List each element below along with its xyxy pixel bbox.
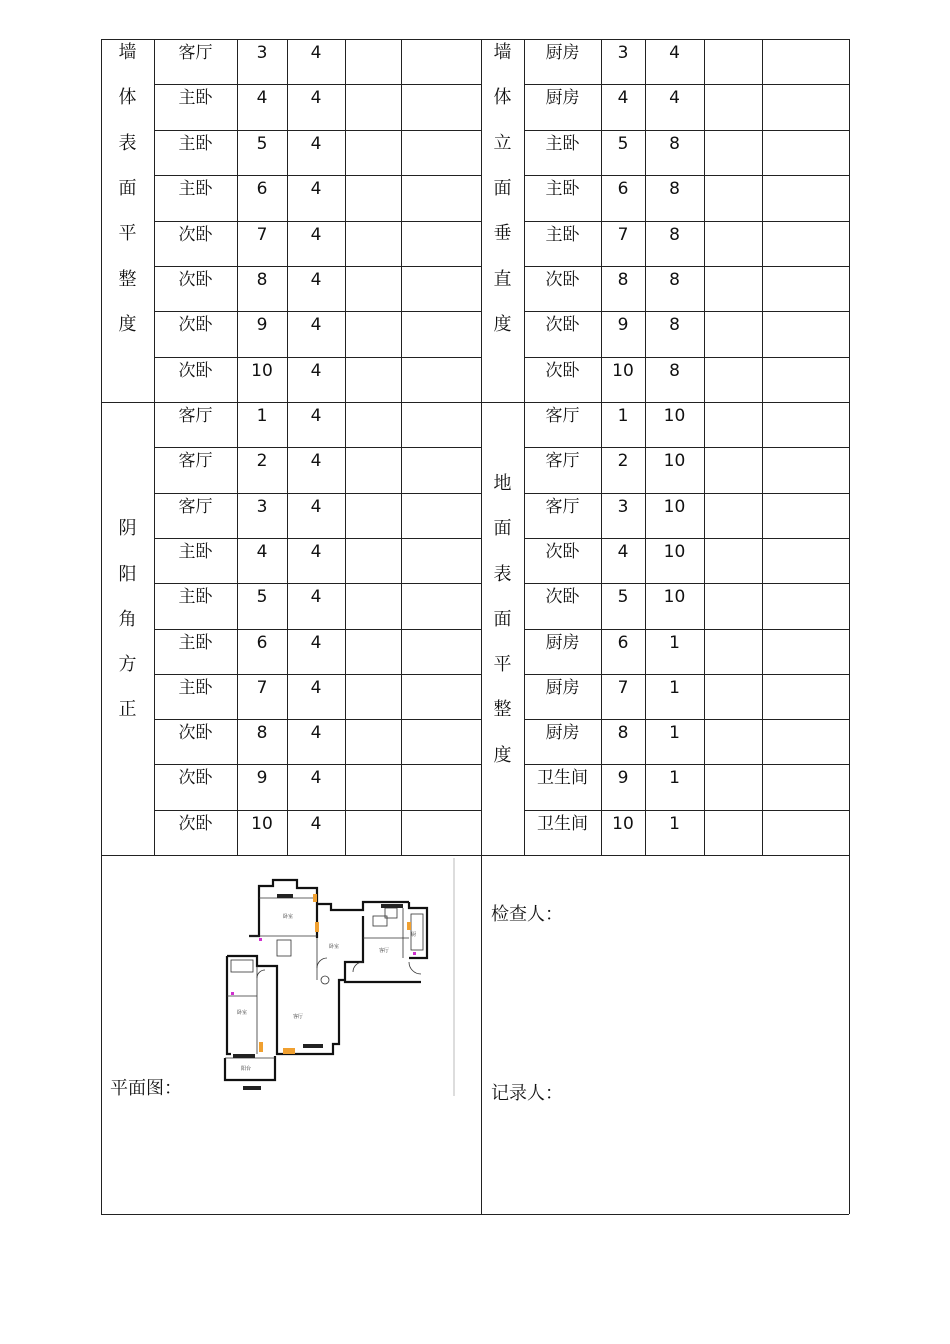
- row-line: [524, 311, 849, 312]
- table-border-right: [849, 39, 850, 1214]
- section-label-char: 体: [118, 87, 137, 109]
- room-cell: 厨房: [545, 723, 580, 744]
- room-cell: 次卧: [178, 269, 213, 290]
- section-label-char: 阳: [118, 563, 137, 585]
- point-number-cell: 9: [617, 315, 629, 336]
- block-divider: [101, 402, 849, 403]
- point-number-cell: 7: [256, 224, 268, 245]
- section-label-char: 墙: [118, 42, 137, 63]
- row-line: [154, 266, 481, 267]
- section-label-char: 面: [118, 177, 137, 199]
- point-number-cell: 3: [256, 496, 268, 517]
- room-cell: 客厅: [178, 451, 213, 472]
- measurement-cell: 4: [310, 43, 322, 63]
- measurement-cell: 10: [663, 541, 686, 562]
- measurement-cell: 4: [310, 451, 322, 472]
- section-label-char: 正: [118, 699, 137, 721]
- room-cell: 次卧: [545, 360, 580, 381]
- point-number-cell: 10: [251, 360, 273, 381]
- measurement-cell: 4: [669, 88, 680, 109]
- measurement-cell: 10: [663, 496, 686, 517]
- row-line: [524, 674, 849, 675]
- point-number-cell: 7: [617, 224, 629, 245]
- section-label-char: 直: [493, 268, 512, 290]
- measurement-cell: 8: [669, 269, 680, 290]
- point-number-cell: 6: [256, 632, 268, 653]
- measurement-cell: 4: [310, 541, 322, 562]
- floor-plan-image: [213, 858, 455, 1096]
- room-cell: 卫生间: [537, 768, 588, 789]
- room-cell: 客厅: [545, 451, 580, 472]
- row-line: [524, 629, 849, 630]
- room-cell: 厨房: [545, 632, 580, 653]
- room-cell: 厨房: [545, 677, 580, 698]
- point-number-cell: 5: [256, 587, 268, 608]
- room-cell: 厨房: [545, 43, 580, 63]
- section-label-char: 度: [118, 313, 137, 335]
- measurement-cell: 4: [310, 269, 322, 290]
- section-label-char: 体: [493, 87, 512, 109]
- point-number-cell: 6: [617, 632, 629, 653]
- svg-text:卧室: 卧室: [237, 1010, 248, 1016]
- section-label-char: 整: [118, 268, 137, 290]
- room-cell: 次卧: [178, 723, 213, 744]
- room-cell: 主卧: [178, 541, 213, 562]
- room-cell: 次卧: [545, 587, 580, 608]
- measurement-cell: 1: [669, 632, 680, 653]
- point-number-cell: 2: [617, 451, 629, 472]
- row-line: [524, 130, 849, 131]
- room-cell: 客厅: [545, 496, 580, 517]
- point-number-cell: 4: [617, 541, 629, 562]
- section-label-char: 方: [118, 654, 137, 676]
- measurement-cell: 8: [669, 224, 680, 245]
- measurement-cell: 8: [669, 315, 680, 336]
- floor-plan-label: 平面图：: [110, 1078, 182, 1099]
- row-line: [154, 493, 481, 494]
- room-cell: 主卧: [178, 587, 213, 608]
- row-line: [154, 719, 481, 720]
- table-border-left: [101, 39, 102, 1214]
- row-line: [154, 130, 481, 131]
- point-number-cell: 8: [256, 269, 268, 290]
- room-cell: 主卧: [545, 224, 580, 245]
- room-cell: 主卧: [545, 133, 580, 154]
- section-label-char: 阴: [118, 518, 137, 540]
- svg-text:卧室: 卧室: [283, 914, 294, 920]
- measurement-cell: 4: [669, 43, 680, 63]
- row-line: [524, 266, 849, 267]
- room-cell: 次卧: [178, 315, 213, 336]
- row-line: [524, 719, 849, 720]
- row-line: [154, 175, 481, 176]
- section-label-char: 面: [493, 177, 512, 199]
- room-cell: 次卧: [545, 315, 580, 336]
- point-number-cell: 3: [617, 43, 629, 63]
- row-line: [154, 311, 481, 312]
- svg-text:客厅: 客厅: [293, 1014, 304, 1020]
- inspector-label: 检查人：: [491, 904, 563, 925]
- point-number-cell: 7: [617, 677, 629, 698]
- row-line: [524, 538, 849, 539]
- row-line: [524, 447, 849, 448]
- measurement-cell: 1: [669, 813, 680, 834]
- measurement-cell: 4: [310, 587, 322, 608]
- measurement-cell: 1: [669, 723, 680, 744]
- row-line: [154, 357, 481, 358]
- room-cell: 主卧: [545, 179, 580, 200]
- measurement-cell: 10: [663, 451, 686, 472]
- point-number-cell: 10: [612, 360, 634, 381]
- measurement-cell: 4: [310, 315, 322, 336]
- row-line: [524, 764, 849, 765]
- room-cell: 次卧: [178, 768, 213, 789]
- table-border-bottom: [101, 1214, 849, 1215]
- point-number-cell: 7: [256, 677, 268, 698]
- room-cell: 次卧: [178, 224, 213, 245]
- svg-text:卧室: 卧室: [329, 944, 340, 950]
- point-number-cell: 1: [256, 406, 268, 426]
- measurement-cell: 4: [310, 496, 322, 517]
- row-line: [154, 674, 481, 675]
- row-line: [524, 175, 849, 176]
- row-line: [524, 221, 849, 222]
- measurement-cell: 1: [669, 677, 680, 698]
- row-line: [154, 447, 481, 448]
- measurement-cell: 4: [310, 813, 322, 834]
- row-line: [154, 583, 481, 584]
- room-cell: 客厅: [178, 43, 213, 63]
- room-cell: 次卧: [178, 813, 213, 834]
- point-number-cell: 9: [256, 768, 268, 789]
- row-line: [154, 84, 481, 85]
- section-label-char: 表: [493, 563, 512, 585]
- section-label-char: 墙: [493, 42, 512, 63]
- room-cell: 次卧: [178, 360, 213, 381]
- section-label-char: 面: [493, 608, 512, 630]
- point-number-cell: 9: [617, 768, 629, 789]
- point-number-cell: 5: [256, 133, 268, 154]
- point-number-cell: 6: [617, 179, 629, 200]
- point-number-cell: 1: [617, 406, 629, 426]
- room-cell: 次卧: [545, 541, 580, 562]
- svg-text:厨: 厨: [411, 932, 417, 938]
- measurement-cell: 10: [663, 406, 686, 426]
- row-line: [154, 538, 481, 539]
- point-number-cell: 10: [612, 813, 634, 834]
- room-cell: 客厅: [178, 496, 213, 517]
- table-center-divider: [481, 39, 482, 1214]
- table-border-top: [101, 39, 849, 40]
- point-number-cell: 8: [256, 723, 268, 744]
- point-number-cell: 2: [256, 451, 268, 472]
- row-line: [524, 583, 849, 584]
- room-cell: 主卧: [178, 632, 213, 653]
- point-number-cell: 8: [617, 723, 629, 744]
- measurement-cell: 1: [669, 768, 680, 789]
- section-label-char: 表: [118, 132, 137, 154]
- measurement-cell: 4: [310, 133, 322, 154]
- section-label-char: 平: [118, 223, 137, 245]
- measurement-cell: 4: [310, 179, 322, 200]
- measurement-cell: 8: [669, 133, 680, 154]
- measurement-cell: 4: [310, 768, 322, 789]
- svg-text:客厅: 客厅: [379, 948, 390, 954]
- section-label-char: 面: [493, 518, 512, 540]
- section-label-char: 角: [118, 608, 137, 630]
- section-label-char: 立: [493, 132, 512, 154]
- room-cell: 客厅: [545, 406, 580, 426]
- room-cell: 次卧: [545, 269, 580, 290]
- point-number-cell: 3: [256, 43, 268, 63]
- section-label-char: 地: [493, 472, 512, 494]
- measurement-cell: 4: [310, 88, 322, 109]
- room-cell: 厨房: [545, 88, 580, 109]
- measurement-cell: 4: [310, 632, 322, 653]
- section-label-char: 度: [493, 313, 512, 335]
- row-line: [524, 493, 849, 494]
- row-line: [524, 84, 849, 85]
- room-cell: 主卧: [178, 179, 213, 200]
- point-number-cell: 4: [617, 88, 629, 109]
- row-line: [154, 629, 481, 630]
- measurement-cell: 4: [310, 360, 322, 381]
- section-label-char: 整: [493, 699, 512, 721]
- row-line: [154, 221, 481, 222]
- recorder-label: 记录人：: [491, 1083, 563, 1104]
- section-label-char: 平: [493, 654, 512, 676]
- point-number-cell: 4: [256, 88, 268, 109]
- footer-divider: [101, 855, 849, 856]
- room-cell: 卫生间: [537, 813, 588, 834]
- room-cell: 主卧: [178, 677, 213, 698]
- room-cell: 主卧: [178, 88, 213, 109]
- point-number-cell: 9: [256, 315, 268, 336]
- measurement-cell: 8: [669, 360, 680, 381]
- section-label-char: 垂: [493, 223, 512, 245]
- measurement-cell: 4: [310, 406, 322, 426]
- point-number-cell: 4: [256, 541, 268, 562]
- measurement-cell: 4: [310, 224, 322, 245]
- section-label-char: 度: [493, 744, 512, 766]
- row-line: [524, 810, 849, 811]
- point-number-cell: 5: [617, 133, 629, 154]
- point-number-cell: 3: [617, 496, 629, 517]
- row-line: [524, 357, 849, 358]
- svg-text:阳台: 阳台: [241, 1066, 252, 1072]
- measurement-cell: 10: [663, 587, 686, 608]
- room-cell: 主卧: [178, 133, 213, 154]
- row-line: [154, 764, 481, 765]
- point-number-cell: 6: [256, 179, 268, 200]
- measurement-cell: 4: [310, 677, 322, 698]
- measurement-cell: 8: [669, 179, 680, 200]
- point-number-cell: 8: [617, 269, 629, 290]
- point-number-cell: 5: [617, 587, 629, 608]
- point-number-cell: 10: [251, 813, 273, 834]
- room-cell: 客厅: [178, 406, 213, 426]
- row-line: [154, 810, 481, 811]
- measurement-cell: 4: [310, 723, 322, 744]
